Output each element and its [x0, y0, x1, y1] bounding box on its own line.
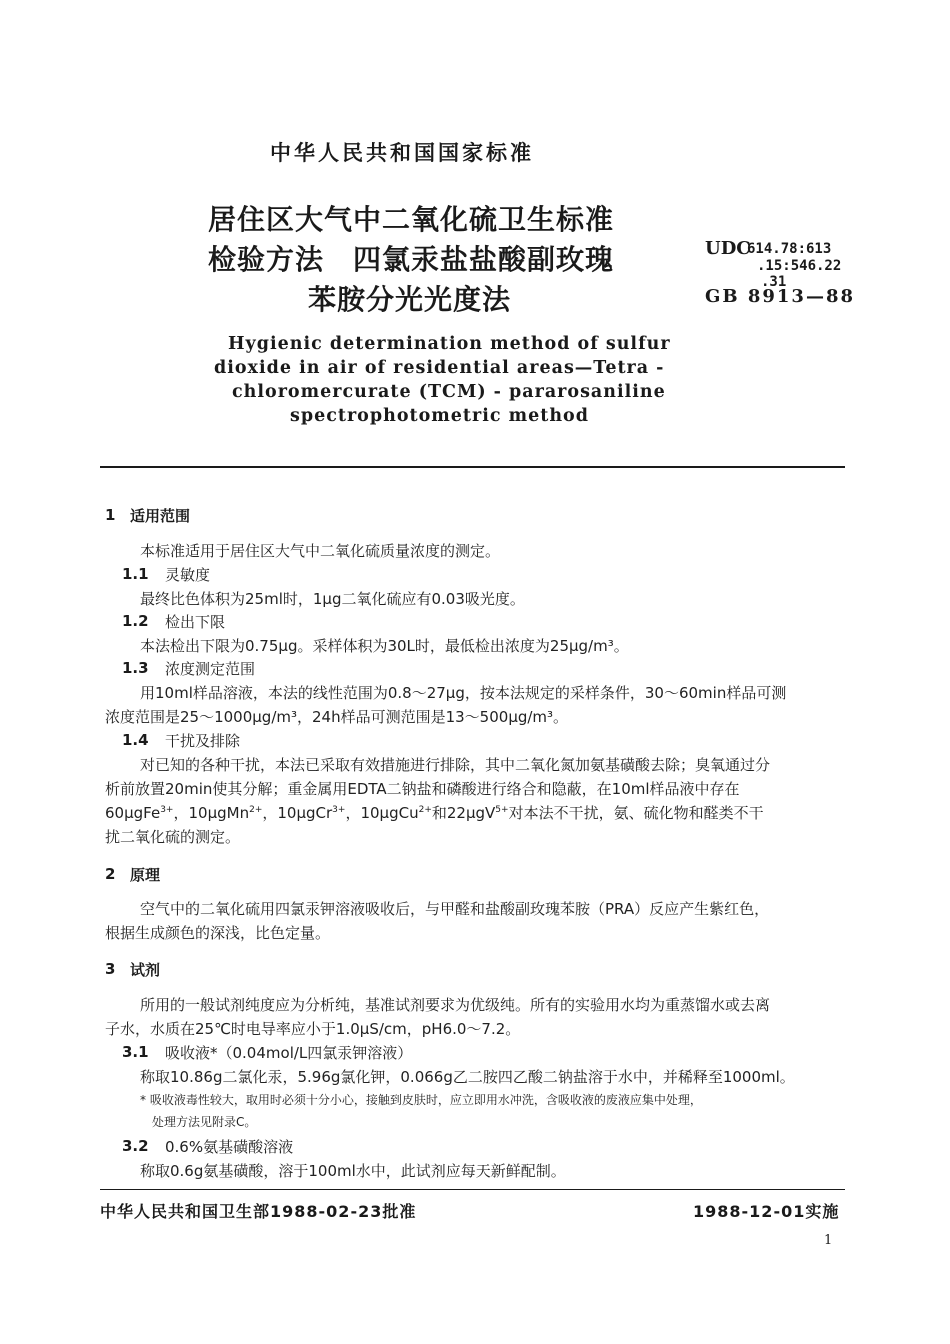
ion-cr: ，10μgCr	[262, 804, 333, 822]
section-1-2-text: 本法检出下限为0.75μg。采样体积为30L时，最低检出浓度为25μg/m³。	[140, 637, 629, 655]
section-1-3-number: 1.3	[122, 659, 149, 677]
section-1-4-line-3	[105, 802, 764, 823]
udc-label: UDC	[705, 238, 751, 259]
title-en-line-1: Hygienic determination method of sulfur	[228, 334, 671, 354]
ion-mn: ，10μgMn	[173, 804, 250, 822]
title-en-line-3: chloromercurate (TCM) - pararosaniline	[232, 382, 666, 402]
section-1-3-text-line-2: 浓度范围是25～1000μg/m³，24h样品可测范围是13～500μg/m³。	[105, 708, 569, 726]
section-1-1-text: 最终比色体积为25ml时，1μg二氧化硫应有0.03吸光度。	[140, 590, 525, 608]
footnote-line-1: * 吸收液毒性较大，取用时必须十分小心，接触到皮肤时，应立即用水冲洗，含吸收液的废液应集中处理，	[140, 1093, 702, 1107]
ion-fe-charge: 3+	[160, 805, 174, 815]
footnote-line-2: 处理方法见附录C。	[152, 1115, 257, 1129]
section-1-3-text-line-1: 用10ml样品溶液，本法的线性范围为0.8～27μg，按本法规定的采样条件，30～60min样品可测	[140, 684, 787, 702]
ion-v: 和22μgV	[431, 804, 496, 822]
udc-line-1: 614.78:613	[747, 241, 832, 257]
effective-date: 1988-12-01实施	[693, 1202, 840, 1221]
section-1-number: 1	[105, 506, 116, 524]
section-1-1-title: 灵敏度	[165, 566, 211, 584]
section-2-title: 原理	[130, 866, 161, 884]
issuing-org: 中华人民共和国国家标准	[270, 141, 534, 165]
ion-cu: ，10μgCu	[345, 804, 419, 822]
section-2-number: 2	[105, 865, 116, 883]
ion-cu-charge: 2+	[418, 805, 432, 815]
section-3-title: 试剂	[130, 961, 161, 979]
section-1-4-title: 干扰及排除	[165, 732, 241, 750]
approval-date: 中华人民共和国卫生部1988-02-23批准	[100, 1202, 417, 1221]
section-1-text: 本标准适用于居住区大气中二氧化硫质量浓度的测定。	[140, 542, 501, 560]
title-cn-line-1: 居住区大气中二氧化硫卫生标准	[208, 203, 615, 236]
section-1-4-line-2: 析前放置20min使其分解；重金属用EDTA二钠盐和磷酸进行络合和隐蔽，在10ml样品液中存在	[105, 780, 740, 798]
section-1-4-line-1: 对已知的各种干扰，本法已采取有效措施进行排除，其中二氧化氮加氨基磺酸去除；臭氧通过分	[140, 756, 771, 774]
gb-code: GB 8913—88	[705, 286, 855, 307]
interference-tail: 对本法不干扰，氨、硫化物和醛类不干	[508, 804, 764, 822]
section-1-4-number: 1.4	[122, 731, 149, 749]
udc-line-2: .15:546.22	[757, 258, 842, 274]
footer-divider	[100, 1189, 845, 1190]
section-3-line-1: 所用的一般试剂纯度应为分析纯，基准试剂要求为优级纯。所有的实验用水均为重蒸馏水或去离	[140, 996, 771, 1014]
section-3-1-text: 称取10.86g二氯化汞，5.96g氯化钾，0.066g乙二胺四乙酸二钠盐溶于水中，并稀释至1000ml。	[140, 1068, 795, 1086]
section-3-1-title: 吸收液*（0.04mol/L四氯汞钾溶液）	[165, 1044, 413, 1062]
ion-cr-charge: 3+	[332, 805, 346, 815]
section-3-line-2: 子水，水质在25℃时电导率应小于1.0μS/cm，pH6.0～7.2。	[105, 1020, 521, 1038]
title-en-line-4: spectrophotometric method	[290, 406, 589, 426]
section-2-line-2: 根据生成颜色的深浅，比色定量。	[105, 924, 331, 942]
section-3-2-title: 0.6%氨基磺酸溶液	[165, 1138, 294, 1156]
section-1-4-line-4: 扰二氧化硫的测定。	[105, 828, 241, 846]
udc-line-3: .31	[761, 274, 787, 290]
ion-fe: 60μgFe	[105, 804, 161, 822]
ion-v-charge: 5+	[495, 805, 509, 815]
section-1-1-number: 1.1	[122, 565, 149, 583]
section-1-3-title: 浓度测定范围	[165, 660, 256, 678]
ion-mn-charge: 2+	[249, 805, 263, 815]
section-1-2-number: 1.2	[122, 612, 149, 630]
section-3-2-number: 3.2	[122, 1137, 149, 1155]
section-1-2-title: 检出下限	[165, 613, 226, 631]
title-cn-line-3: 苯胺分光光度法	[308, 283, 512, 316]
section-1-title: 适用范围	[130, 507, 191, 525]
section-3-2-text: 称取0.6g氨基磺酸，溶于100ml水中，此试剂应每天新鲜配制。	[140, 1162, 566, 1180]
section-3-number: 3	[105, 960, 116, 978]
section-2-line-1: 空气中的二氧化硫用四氯汞钾溶液吸收后，与甲醛和盐酸副玫瑰苯胺（PRA）反应产生紫红色，	[140, 900, 770, 918]
title-en-line-2: dioxide in air of residential areas—Tetra -	[214, 358, 665, 378]
page-number: 1	[824, 1233, 833, 1248]
section-3-1-number: 3.1	[122, 1043, 149, 1061]
title-cn-line-2: 检验方法 四氯汞盐盐酸副玫瑰	[208, 243, 615, 276]
header-divider	[100, 466, 845, 468]
